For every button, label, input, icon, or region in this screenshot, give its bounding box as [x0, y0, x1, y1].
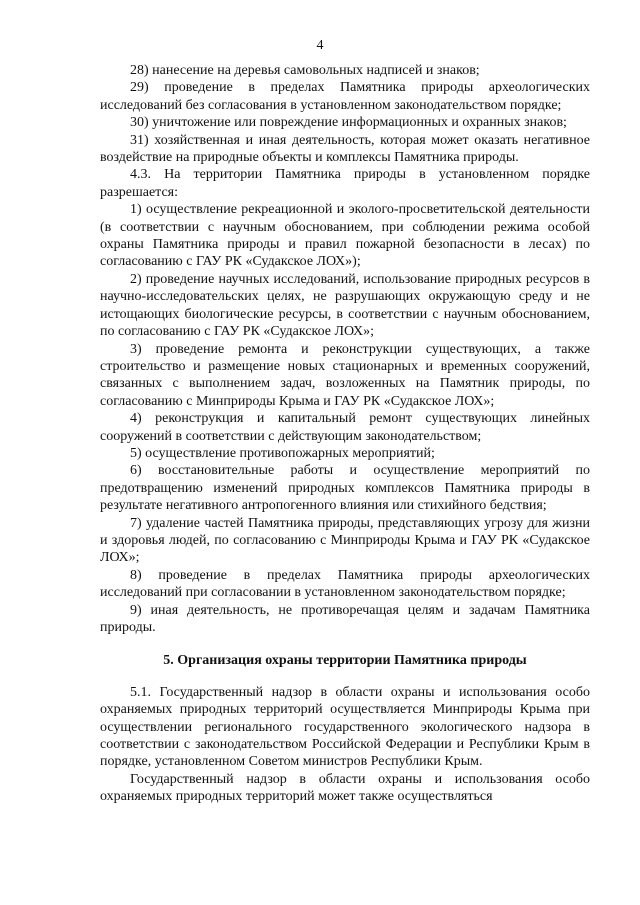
paragraph: Государственный надзор в области охраны и использования особо охраняемых природных территорий может также осуществляться [100, 771, 590, 805]
list-item: 3) проведение ремонта и реконструкции существующих, а также строительство и размещение новых стационарных и временных сооружений, связанных с выполнением задач, возложенных на Памятник природы, по согласованию с Минприроды Крыма и ГАУ РК «Судакское ЛОХ»; [100, 341, 590, 409]
paragraph: 5.1. Государственный надзор в области охраны и использования особо охраняемых природных территорий осуществляется Минприроды Крыма при осуществлении регионального государственного экологического надзора в соответствии с законодательством Российской Федерации и Республики Крым в порядке, установленном Советом министров Республики Крым. [100, 684, 590, 770]
list-item: 5) осуществление противопожарных мероприятий; [130, 445, 435, 461]
section-heading: 5. Организация охраны территории Памятника природы [163, 653, 527, 669]
document-body [100, 62, 590, 806]
page-number: 4 [316, 38, 324, 53]
list-item: 6) восстановительные работы и осуществление мероприятий по предотвращению изменений природных комплексов Памятника природы в результате негативного антропогенного влияния или стихийного бедствия; [100, 463, 590, 514]
list-item: 31) хозяйственная и иная деятельность, которая может оказать негативное воздействие на природные объекты и комплексы Памятника природы. [100, 132, 590, 166]
list-item: 4) реконструкция и капитальный ремонт существующих линейных сооружений в соответствии с действующим законодательством; [100, 411, 590, 444]
section-4-3-intro: 4.3. На территории Памятника природы в установленном порядке разрешается: [100, 167, 590, 200]
list-item: 9) иная деятельность, не противоречащая целям и задачам Памятника природы. [100, 602, 590, 635]
list-item: 1) осуществление рекреационной и эколого-просветительской деятельности (в соответствии с научным обоснованием, при соблюдении режима особой охраны Памятника природы и правил пожарной безопасности в лесах) по согласованию с ГАУ РК «Судакское ЛОХ»); [100, 202, 590, 270]
list-item: 29) проведение в пределах Памятника природы археологических исследований без согласования в установленном законодательством порядке; [100, 80, 590, 113]
list-item: 7) удаление частей Памятника природы, представляющих угрозу для жизни и здоровья людей, по согласованию с Минприроды Крыма и ГАУ РК «Судакское ЛОХ»; [100, 515, 590, 566]
list-item: 30) уничтожение или повреждение информационных и охранных знаков; [130, 115, 567, 131]
list-item: 2) проведение научных исследований, использование природных ресурсов в научно-исследовательских целях, не разрушающих окружающую среду и не истощающих биологические ресурсы, в соответствии с научным обоснованием, по согласованию с ГАУ РК «Судакское ЛОХ»; [100, 271, 590, 340]
list-item: 8) проведение в пределах Памятника природы археологических исследований при согласовании в установленном законодательством порядке; [100, 567, 590, 601]
list-item: 28) нанесение на деревья самовольных надписей и знаков; [130, 63, 480, 78]
